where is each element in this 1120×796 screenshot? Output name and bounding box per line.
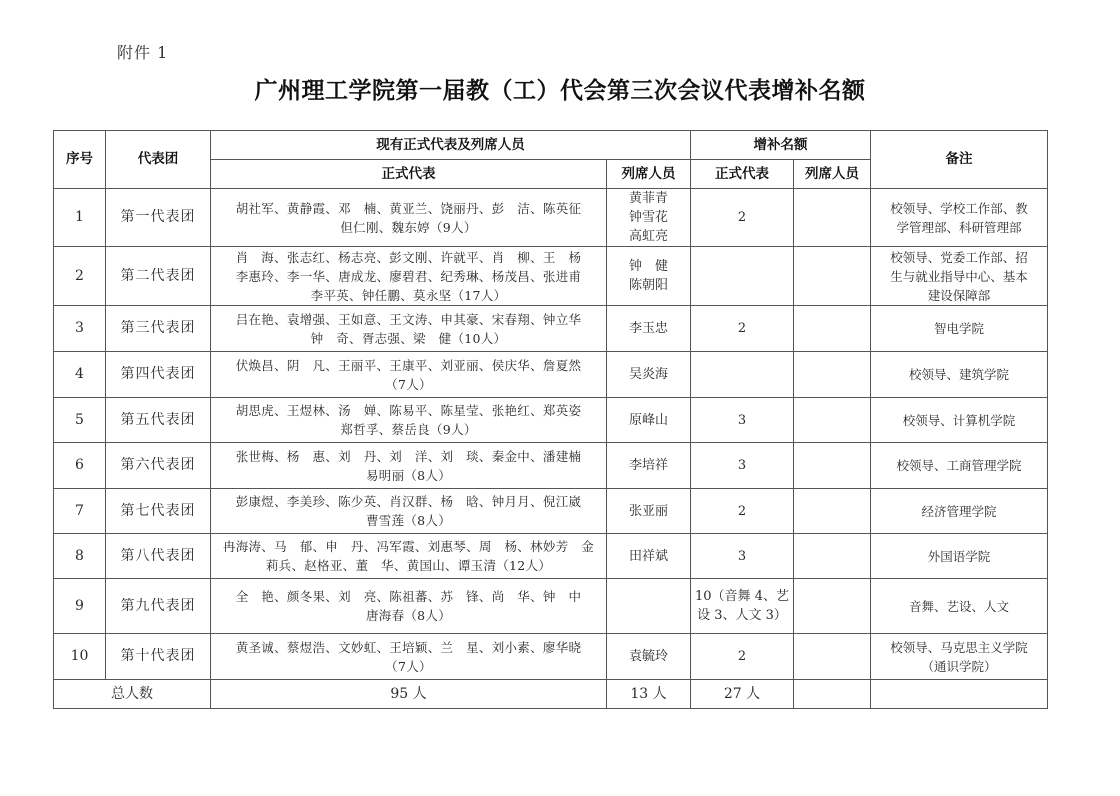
attendee-name: 钟雪花 — [628, 210, 668, 225]
remark-line: 外国语学院 — [927, 548, 991, 564]
remarks — [871, 534, 1048, 579]
attendees — [607, 489, 691, 534]
total-supp-attendee — [794, 680, 871, 709]
attendees — [607, 306, 691, 352]
attendee-name: 陈朝阳 — [628, 278, 668, 293]
remarks — [871, 189, 1048, 247]
remark-line: 生与就业指导中心、基本 — [890, 268, 1028, 284]
remarks — [871, 443, 1048, 489]
member-line: 黄圣诚、蔡煜浩、文妙虹、王培颖、兰 星、刘小素、廖华晓 — [235, 639, 582, 655]
delegation-name: 第二代表团 — [106, 247, 211, 306]
header-supplement-group: 增补名额 — [691, 131, 871, 160]
delegation-name: 第一代表团 — [106, 189, 211, 247]
total-label: 总人数 — [54, 680, 211, 709]
supplement-attendee — [794, 489, 871, 534]
member-line: 彭康煜、李美珍、陈少英、肖汉群、杨 晗、钟月月、倪江崴 — [235, 494, 582, 509]
formal-members — [211, 247, 607, 306]
remark-line: 校领导、工商管理学院 — [896, 458, 1022, 473]
remarks — [871, 634, 1048, 680]
remark-line: 校领导、建筑学院 — [908, 367, 1009, 382]
attendee-name: 高虹亮 — [628, 229, 668, 244]
attendees — [607, 398, 691, 443]
attendees — [607, 352, 691, 398]
supplement-formal — [691, 247, 794, 306]
member-line: 肖 海、张志红、杨志亮、彭文刚、许就平、肖 柳、王 杨 — [235, 249, 582, 265]
supplement-formal: 2 — [691, 189, 794, 247]
remark-line: （通识学院） — [921, 658, 997, 674]
member-line: 吕在艳、袁增强、王如意、王文涛、申其豪、宋春翔、钟立华 — [235, 311, 582, 327]
member-line: 全 艳、颜冬果、刘 亮、陈祖蕃、苏 锋、尚 华、钟 中 — [235, 589, 582, 604]
formal-members — [211, 534, 607, 579]
header-supp-formal: 正式代表 — [691, 160, 794, 189]
remarks — [871, 489, 1048, 534]
remark-line: 校领导、党委工作部、招 — [890, 249, 1028, 265]
remark-line: 校领导、马克思主义学院 — [890, 639, 1028, 655]
remark-line: 学管理部、科研管理部 — [896, 219, 1022, 235]
member-line: 郑哲孚、蔡岳良（9人） — [340, 422, 477, 437]
attendee-name: 田祥斌 — [628, 548, 668, 564]
header-current-group: 现有正式代表及列席人员 — [211, 131, 691, 160]
attendee-name: 钟 健 — [628, 259, 668, 274]
row-number: 1 — [54, 189, 106, 247]
supplement-attendee — [794, 189, 871, 247]
attendees — [607, 579, 691, 634]
row-number: 8 — [54, 534, 106, 579]
supplement-attendee — [794, 534, 871, 579]
table-row — [54, 247, 1048, 306]
attendee-name: 李玉忠 — [628, 321, 668, 336]
member-line: 钟 奇、胥志强、梁 健（10人） — [310, 330, 507, 346]
supplement-formal: 2 — [691, 634, 794, 680]
formal-members — [211, 189, 607, 247]
delegation-name: 第六代表团 — [106, 443, 211, 489]
row-number: 3 — [54, 306, 106, 352]
supplement-attendee — [794, 634, 871, 680]
remark-line: 经济管理学院 — [921, 503, 997, 519]
attendee-name: 张亚丽 — [628, 503, 668, 519]
formal-members — [211, 306, 607, 352]
table-footer — [54, 680, 1048, 709]
row-number: 2 — [54, 247, 106, 306]
attendees — [607, 247, 691, 306]
supplement-attendee — [794, 306, 871, 352]
formal-members — [211, 489, 607, 534]
table-header — [54, 131, 1048, 189]
header-attendee: 列席人员 — [607, 160, 691, 189]
supplement-formal: 3 — [691, 398, 794, 443]
table-row — [54, 443, 1048, 489]
member-line: 伏焕昌、阴 凡、王丽平、王康平、刘亚丽、侯庆华、詹夏然 — [235, 357, 582, 373]
remarks — [871, 398, 1048, 443]
header-supp-attendee: 列席人员 — [794, 160, 871, 189]
header-seq: 序号 — [54, 131, 106, 189]
formal-members — [211, 443, 607, 489]
delegation-name: 第八代表团 — [106, 534, 211, 579]
formal-members — [211, 634, 607, 680]
formal-members — [211, 579, 607, 634]
remark-line: 建设保障部 — [927, 287, 991, 303]
delegation-name: 第三代表团 — [106, 306, 211, 352]
supplement-formal: 10（音舞 4、艺设 3、人文 3） — [691, 579, 794, 634]
supplement-attendee — [794, 247, 871, 306]
attendees — [607, 189, 691, 247]
member-line: 李惠玲、李一华、唐成龙、廖碧君、纪秀琳、杨茂昌、张进甫 — [235, 268, 582, 284]
totals-row — [54, 680, 1048, 709]
row-number: 5 — [54, 398, 106, 443]
member-line: 曹雪莲（8人） — [365, 513, 452, 528]
remarks — [871, 579, 1048, 634]
total-formal: 95 人 — [211, 680, 607, 709]
row-number: 7 — [54, 489, 106, 534]
member-line: （7人） — [385, 658, 432, 674]
total-attendee: 13 人 — [607, 680, 691, 709]
total-supp-formal: 27 人 — [691, 680, 794, 709]
row-number: 4 — [54, 352, 106, 398]
remark-line: 智电学院 — [933, 321, 984, 336]
supplement-formal: 3 — [691, 534, 794, 579]
remark-line: 校领导、计算机学院 — [902, 412, 1016, 428]
formal-members — [211, 398, 607, 443]
member-line: 胡思虎、王煜林、汤 婵、陈易平、陈星莹、张艳红、郑英姿 — [235, 403, 582, 418]
remarks — [871, 306, 1048, 352]
table-row — [54, 634, 1048, 680]
attendee-name: 原峰山 — [628, 412, 668, 428]
delegate-table — [53, 130, 1048, 709]
supplement-formal: 2 — [691, 489, 794, 534]
member-line: 冉海涛、马 郁、申 丹、冯军霞、刘惠琴、周 杨、林妙芳 金 — [222, 539, 595, 554]
remarks — [871, 352, 1048, 398]
attendee-name: 黄菲青 — [628, 191, 668, 206]
delegation-name: 第十代表团 — [106, 634, 211, 680]
delegation-name: 第五代表团 — [106, 398, 211, 443]
header-remarks: 备注 — [871, 131, 1048, 189]
member-line: 李平英、钟任鹏、莫永坚（17人） — [310, 287, 507, 303]
table-row — [54, 189, 1048, 247]
attendee-name: 袁毓玲 — [628, 649, 668, 664]
member-line: 易明丽（8人） — [365, 467, 452, 483]
table-row — [54, 306, 1048, 352]
table-row — [54, 489, 1048, 534]
attendees — [607, 443, 691, 489]
table-row — [54, 579, 1048, 634]
document-title: 广州理工学院第一届教（工）代会第三次会议代表增补名额 — [254, 78, 866, 104]
supplement-attendee — [794, 352, 871, 398]
table-row — [54, 398, 1048, 443]
supplement-formal — [691, 352, 794, 398]
header-delegation: 代表团 — [106, 131, 211, 189]
member-line: （7人） — [385, 376, 432, 392]
remarks — [871, 247, 1048, 306]
supplement-formal: 3 — [691, 443, 794, 489]
remark-line: 音舞、艺设、人文 — [908, 598, 1009, 614]
attendee-name: 吴炎海 — [628, 367, 668, 382]
member-line: 胡社军、黄静霞、邓 楠、黄亚兰、饶丽丹、彭 洁、陈英征 — [235, 200, 582, 216]
member-line: 唐海春（8人） — [365, 608, 452, 623]
supplement-formal: 2 — [691, 306, 794, 352]
row-number: 6 — [54, 443, 106, 489]
table-row — [54, 534, 1048, 579]
delegation-name: 第四代表团 — [106, 352, 211, 398]
attendees — [607, 634, 691, 680]
member-line: 张世梅、杨 惠、刘 丹、刘 洋、刘 琰、秦金中、潘建楠 — [235, 448, 582, 464]
total-remarks — [871, 680, 1048, 709]
formal-members — [211, 352, 607, 398]
attendee-name: 李培祥 — [628, 458, 668, 473]
table-body — [54, 189, 1048, 680]
supplement-attendee — [794, 443, 871, 489]
row-number: 9 — [54, 579, 106, 634]
table-row — [54, 352, 1048, 398]
attachment-label: 附件 1 — [117, 43, 169, 62]
supplement-attendee — [794, 398, 871, 443]
member-line: 莉兵、赵格亚、董 华、黄国山、谭玉清（12人） — [265, 558, 552, 573]
attendees — [607, 534, 691, 579]
supplement-attendee — [794, 579, 871, 634]
row-number: 10 — [54, 634, 106, 680]
delegation-name: 第七代表团 — [106, 489, 211, 534]
header-formal: 正式代表 — [211, 160, 607, 189]
remark-line: 校领导、学校工作部、教 — [890, 200, 1028, 216]
member-line: 但仁刚、魏东婷（9人） — [340, 219, 477, 235]
delegation-name: 第九代表团 — [106, 579, 211, 634]
